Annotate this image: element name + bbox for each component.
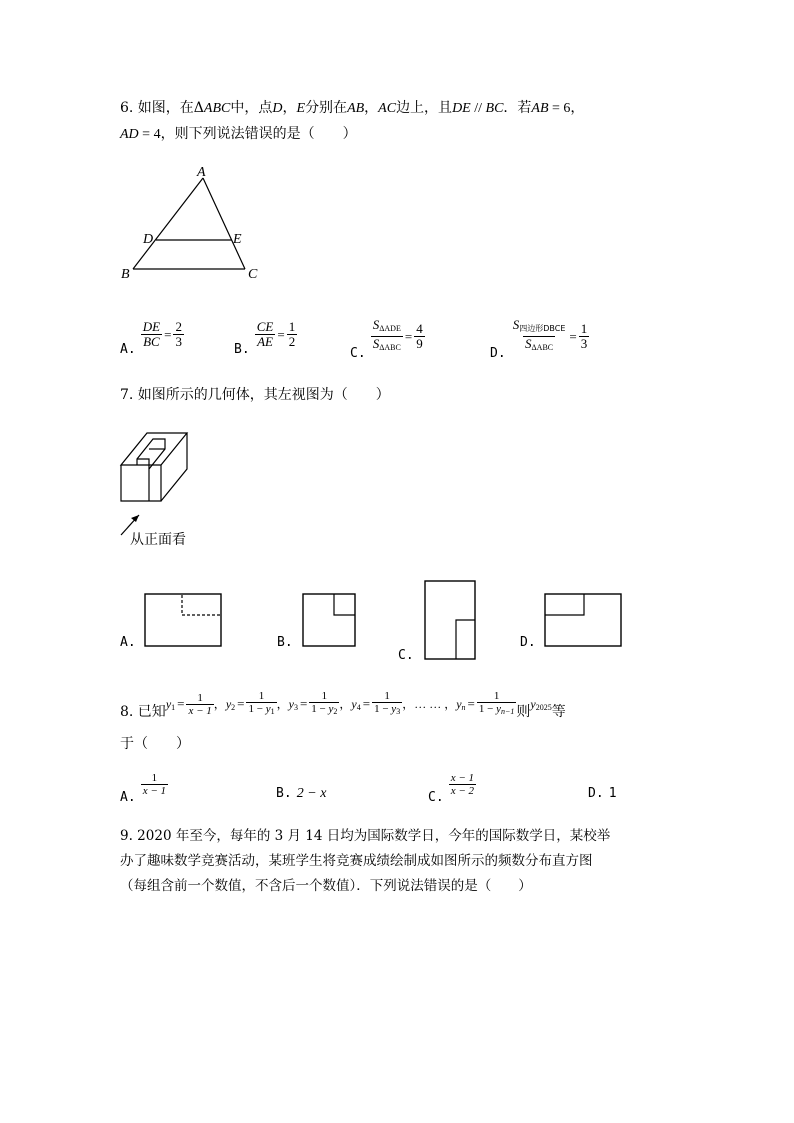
denominator: 1 −	[311, 703, 329, 715]
numerator: 1	[493, 690, 500, 702]
q7-option-b-view	[302, 593, 358, 649]
q8-option-d[interactable]	[588, 782, 617, 801]
fraction	[173, 320, 184, 349]
q6-eq4: = 4	[138, 127, 161, 142]
label-a: A	[197, 165, 206, 180]
numerator: 1	[197, 691, 203, 704]
denominator: 3	[175, 334, 182, 349]
y-var: y	[351, 697, 357, 711]
inner-edge	[545, 594, 584, 615]
fraction	[255, 320, 276, 349]
label-b: B	[121, 267, 130, 282]
fraction-yn	[477, 690, 517, 718]
fraction	[141, 320, 162, 349]
q6-ab2: AB	[531, 101, 549, 116]
fraction	[287, 320, 298, 349]
q9-stem-line1: 9. 2020 年至今，每年的 3 月 14 日均为国际数学日，今年的国际数学日，某校举	[120, 828, 611, 844]
q8-text: 等	[551, 704, 566, 720]
q6-option-c[interactable]	[350, 318, 425, 361]
q8-text: 则	[516, 704, 531, 720]
outline	[303, 594, 355, 646]
option-label: C.	[428, 790, 444, 805]
y-var: y	[391, 703, 397, 715]
q9-stem-line2: 办了趣味数学竞赛活动，某班学生将竞赛成绩绘制成如图所示的频数分布直方图	[120, 853, 593, 869]
ellipsis: ，… … ，	[402, 697, 457, 711]
q9-stem-line3: （每组含前一个数值，不含后一个数值）．下列说法错误的是（ ）	[120, 878, 532, 894]
fraction	[511, 318, 568, 355]
q7-option-a-view	[144, 593, 224, 649]
fraction-y2	[246, 690, 276, 718]
q6-text: 中，点	[230, 100, 273, 116]
fraction	[449, 772, 476, 797]
q6-text: ，	[282, 100, 297, 116]
numerator: DE	[142, 319, 161, 334]
fraction	[579, 322, 590, 351]
option-label: A.	[120, 790, 136, 805]
label-c: C	[248, 267, 258, 282]
side-ab	[133, 178, 203, 269]
q6-ac: AC	[378, 101, 397, 116]
subscript: 3	[396, 707, 401, 716]
denominator: BC	[143, 334, 160, 349]
q6-eq6: = 6，	[548, 101, 585, 116]
q6-option-d[interactable]	[490, 318, 589, 361]
q6-ab: AB	[347, 101, 365, 116]
q6-e: E	[296, 101, 306, 116]
side-ac	[203, 178, 245, 269]
fraction-y4	[372, 690, 402, 718]
q8-stem-line1: 8. 已知$y_1$ = $\frac{1}{x - 1}$ ，$y_2$ = $\frac{1}{1 - y_1}$ ，$y_3$ = $\frac{1}{1 - y_2}$ ，$y_4$ = $\frac{1}{1 - y_3}$ ，… … ，$y_n$ = $\frac{1}{1 - y_{n-1}}$ 则$y_{2025}$等	[120, 690, 566, 720]
q7-option-b-label[interactable]: B.	[277, 635, 293, 650]
q7-front-caption: 从正面看	[130, 532, 186, 548]
subscript: 2025	[535, 703, 552, 712]
q6-option-b[interactable]	[234, 320, 297, 357]
option-label: B.	[276, 786, 292, 801]
q6-d: D	[272, 101, 283, 116]
inner-edge	[334, 594, 355, 615]
outline	[545, 594, 621, 646]
numerator: 1	[258, 690, 265, 702]
subscript: ΔABC	[531, 343, 554, 352]
option-label: A.	[120, 342, 136, 357]
q8-stem-line2: 于（ ）	[120, 736, 190, 752]
subscript: 2	[231, 703, 236, 712]
numerator: x − 1	[450, 772, 475, 784]
equals: =	[277, 326, 285, 342]
q7-option-a-label[interactable]: A.	[120, 635, 136, 650]
q6-text: 分别在	[305, 100, 348, 116]
q6-ad: AD	[120, 127, 139, 142]
subscript: 1	[270, 707, 275, 716]
q7-stem: 7. 如图所示的几何体，其左视图为（ ）	[120, 387, 390, 403]
numerator: 1	[384, 690, 390, 702]
q6-bc: BC	[485, 101, 504, 116]
fraction	[414, 322, 425, 351]
numerator: 1	[151, 772, 158, 784]
subscript: 四边形DBCE	[519, 324, 566, 333]
label-d: D	[143, 232, 154, 247]
equals: =	[237, 696, 245, 711]
denominator: 9	[416, 336, 423, 351]
equals: =	[177, 696, 185, 711]
numerator: 4	[416, 321, 423, 336]
y-var: y	[496, 703, 501, 715]
subscript: ΔABC	[379, 343, 401, 352]
q6-text: ，则下列说法错误的是（ ）	[160, 126, 357, 142]
equals: =	[467, 696, 475, 711]
fraction-y1	[186, 692, 213, 717]
inner-edge	[456, 620, 475, 659]
q6-de: DE	[452, 101, 471, 116]
q6-triangle-figure	[115, 162, 275, 287]
y-var: y	[225, 697, 232, 711]
subscript: 1	[171, 703, 176, 712]
subscript: 2	[333, 707, 338, 716]
y-var: y	[328, 703, 334, 715]
y-var: y	[530, 697, 536, 711]
subscript: ΔADE	[379, 324, 401, 333]
denominator: S	[372, 336, 380, 351]
q6-stem-line1	[120, 98, 584, 119]
notch-inner	[137, 459, 149, 469]
denominator: AE	[257, 334, 273, 349]
equals: =	[569, 328, 577, 344]
equals: =	[362, 696, 371, 711]
front-face	[121, 465, 161, 501]
numerator: S	[372, 317, 380, 332]
denominator: 1 −	[248, 703, 266, 715]
denominator: 1 −	[478, 703, 497, 715]
numerator: 1	[580, 321, 588, 336]
numerator: 2	[175, 319, 182, 334]
q6-parallel: //	[470, 101, 486, 116]
q6-text: 6. 如图，在Δ	[120, 100, 204, 116]
subscript: n	[461, 703, 466, 712]
option-label: D.	[588, 786, 604, 801]
q6-text: ．若	[503, 100, 532, 116]
q8-option-b[interactable]	[276, 782, 326, 802]
q8-option-c[interactable]	[428, 772, 476, 805]
subscript: n−1	[500, 707, 515, 716]
q6-option-a[interactable]	[120, 320, 184, 357]
q8-option-a[interactable]	[120, 772, 168, 805]
subscript: 4	[356, 703, 361, 712]
denominator: 2	[288, 334, 296, 349]
q6-text: 边上，且	[396, 100, 453, 116]
fraction-y3	[309, 690, 339, 718]
y-var: y	[265, 703, 271, 715]
numerator: CE	[256, 319, 274, 334]
y-var: y	[456, 697, 462, 711]
option-value: 1	[608, 786, 617, 801]
denominator: x − 2	[450, 785, 475, 797]
denominator: x − 1	[188, 704, 212, 717]
numerator: 1	[321, 690, 328, 702]
option-label: D.	[490, 346, 506, 361]
denominator: S	[525, 336, 532, 351]
y-var: y	[288, 697, 294, 711]
y-var: y	[165, 697, 172, 711]
q6-stem-line2	[120, 124, 357, 145]
q6-text: ，	[364, 100, 379, 116]
fraction	[371, 318, 403, 355]
option-value: 2 − x	[296, 786, 327, 801]
q7-option-d-view	[544, 593, 624, 649]
denominator: 1 −	[374, 703, 392, 715]
q7-option-c-label[interactable]: C.	[398, 648, 414, 663]
numerator: 1	[288, 319, 296, 334]
subscript: 3	[293, 703, 298, 712]
equals: =	[164, 326, 172, 342]
numerator: S	[512, 317, 520, 332]
label-e: E	[233, 232, 242, 247]
option-label: B.	[234, 342, 250, 357]
equals: =	[404, 328, 413, 344]
denominator: x − 1	[142, 785, 167, 797]
q8-text: 8. 已知	[120, 704, 166, 720]
q7-option-d-label[interactable]: D.	[520, 635, 536, 650]
equals: =	[299, 696, 308, 711]
option-label: C.	[350, 346, 366, 361]
outline	[145, 594, 221, 646]
q6-abc: ABC	[203, 101, 231, 116]
q7-option-c-view	[424, 580, 478, 662]
arrow-head-icon	[131, 515, 139, 522]
denominator: 3	[580, 336, 588, 351]
fraction	[141, 772, 168, 797]
